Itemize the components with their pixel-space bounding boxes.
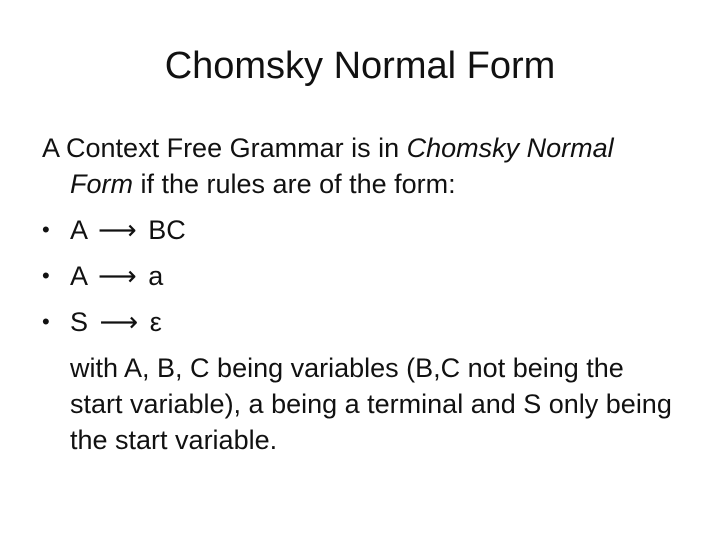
rule-rhs: BC [148,215,186,245]
rule-item [42,212,682,248]
slide-body [42,130,682,458]
rule-item [42,258,682,294]
arrow-icon: ⟶ [98,215,137,246]
definition-term: Chomsky Normal Form [70,133,614,199]
rule-rhs: ε [149,307,162,337]
bullet-icon: • [42,263,50,288]
slide-title: Chomsky Normal Form [164,45,556,87]
bullet-icon: • [42,217,50,242]
rule-lhs: A [70,261,87,291]
definition-tail: if the rules are of the form: [133,169,456,199]
rule-lhs: S [70,307,89,337]
definition-lead: A Context Free Grammar is in [42,133,407,163]
rule-rhs: a [148,261,164,291]
rule-item [42,304,682,340]
arrow-icon: ⟶ [98,261,137,292]
definition-text [42,130,682,202]
arrow-icon: ⟶ [99,307,139,338]
bullet-icon: • [42,309,50,334]
rule-explanation: with A, B, C being variables (B,C not being the start variable), a being a terminal and S only being the start variable. [70,353,672,455]
rule-list [42,212,682,340]
rule-lhs: A [70,215,87,245]
